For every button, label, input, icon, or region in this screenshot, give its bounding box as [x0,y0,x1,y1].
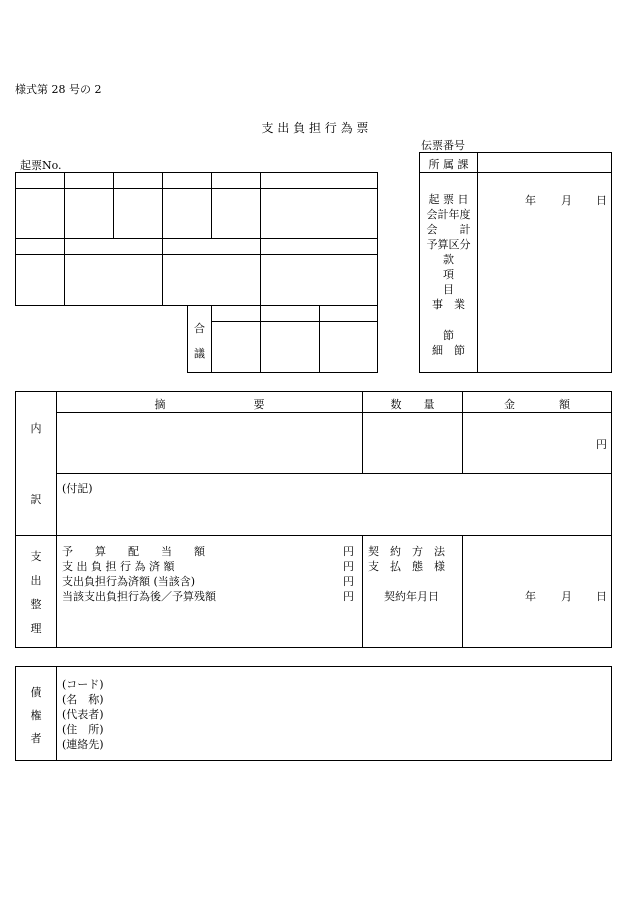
creditor-field-contact: (連絡先) [62,738,104,751]
field-sub-setsu: 細 節 [432,344,465,357]
expense-side-label-3: 整 [30,598,42,611]
date-year: 年 [525,194,536,207]
creditor-side-label-2: 権 [30,709,42,722]
department-label: 所 属 課 [428,158,469,171]
note-label: (付記) [62,482,93,495]
expense-row-unit: 円 [343,590,354,603]
field-budget-category: 予算区分 [426,238,471,251]
form-number: 様式第 28 号の 2 [15,83,102,96]
field-project: 事 業 [432,298,465,311]
details-side-label-1: 内 [30,422,42,435]
draft-no-label: 起票No. [20,159,62,172]
amount-yen-unit: 円 [596,438,607,451]
expense-row-unit: 円 [343,545,354,558]
field-setsu: 節 [443,329,454,342]
creditor-field-code: (コード) [62,678,104,691]
expense-row-label: 当該支出負担行為後／予算残額 [62,590,216,603]
expense-side-label-1: 支 [30,550,42,563]
col-quantity-header: 数 量 [390,398,435,411]
creditor-field-representative: (代表者) [62,708,104,721]
approval-label-1: 合 [194,322,205,335]
page-title: 支 出 負 担 行 為 票 [261,121,369,135]
date-month: 月 [561,194,572,207]
field-kan: 款 [443,253,454,266]
expense-side-label-4: 理 [30,622,42,635]
field-fiscal-year: 会計年度 [426,208,471,221]
expense-row-label: 支出負担行為済額 (当該含) [62,575,196,588]
expense-row-label: 予 算 配 当 額 [62,545,205,558]
expense-row-unit: 円 [343,575,354,588]
date-day: 日 [596,194,607,207]
field-draft-date: 起 票 日 [428,193,469,206]
col-summary-header: 摘 要 [154,398,265,411]
contract-date-label: 契約年月日 [384,590,439,603]
col-amount-header: 金 額 [504,398,570,411]
field-moku: 目 [443,283,454,296]
contract-date-month: 月 [561,590,572,603]
field-accounting: 会 計 [426,223,471,236]
expense-row-label: 支 出 負 担 行 為 済 額 [62,560,175,573]
creditor-side-label-3: 者 [30,732,42,745]
contract-date-year: 年 [525,590,536,603]
expense-side-label-2: 出 [30,574,42,587]
field-kou: 項 [443,268,454,281]
details-side-label-2: 訳 [30,493,42,506]
expense-row-unit: 円 [343,560,354,573]
creditor-field-name: (名 称) [62,693,104,706]
creditor-field-address: (住 所) [62,723,104,736]
approval-label-2: 議 [194,347,205,360]
contract-date-day: 日 [596,590,607,603]
payment-method-label: 支 払 態 様 [368,560,445,573]
creditor-side-label-1: 債 [30,686,42,699]
contract-method-label: 契 約 方 法 [368,545,445,558]
slip-number-label: 伝票番号 [421,139,465,152]
